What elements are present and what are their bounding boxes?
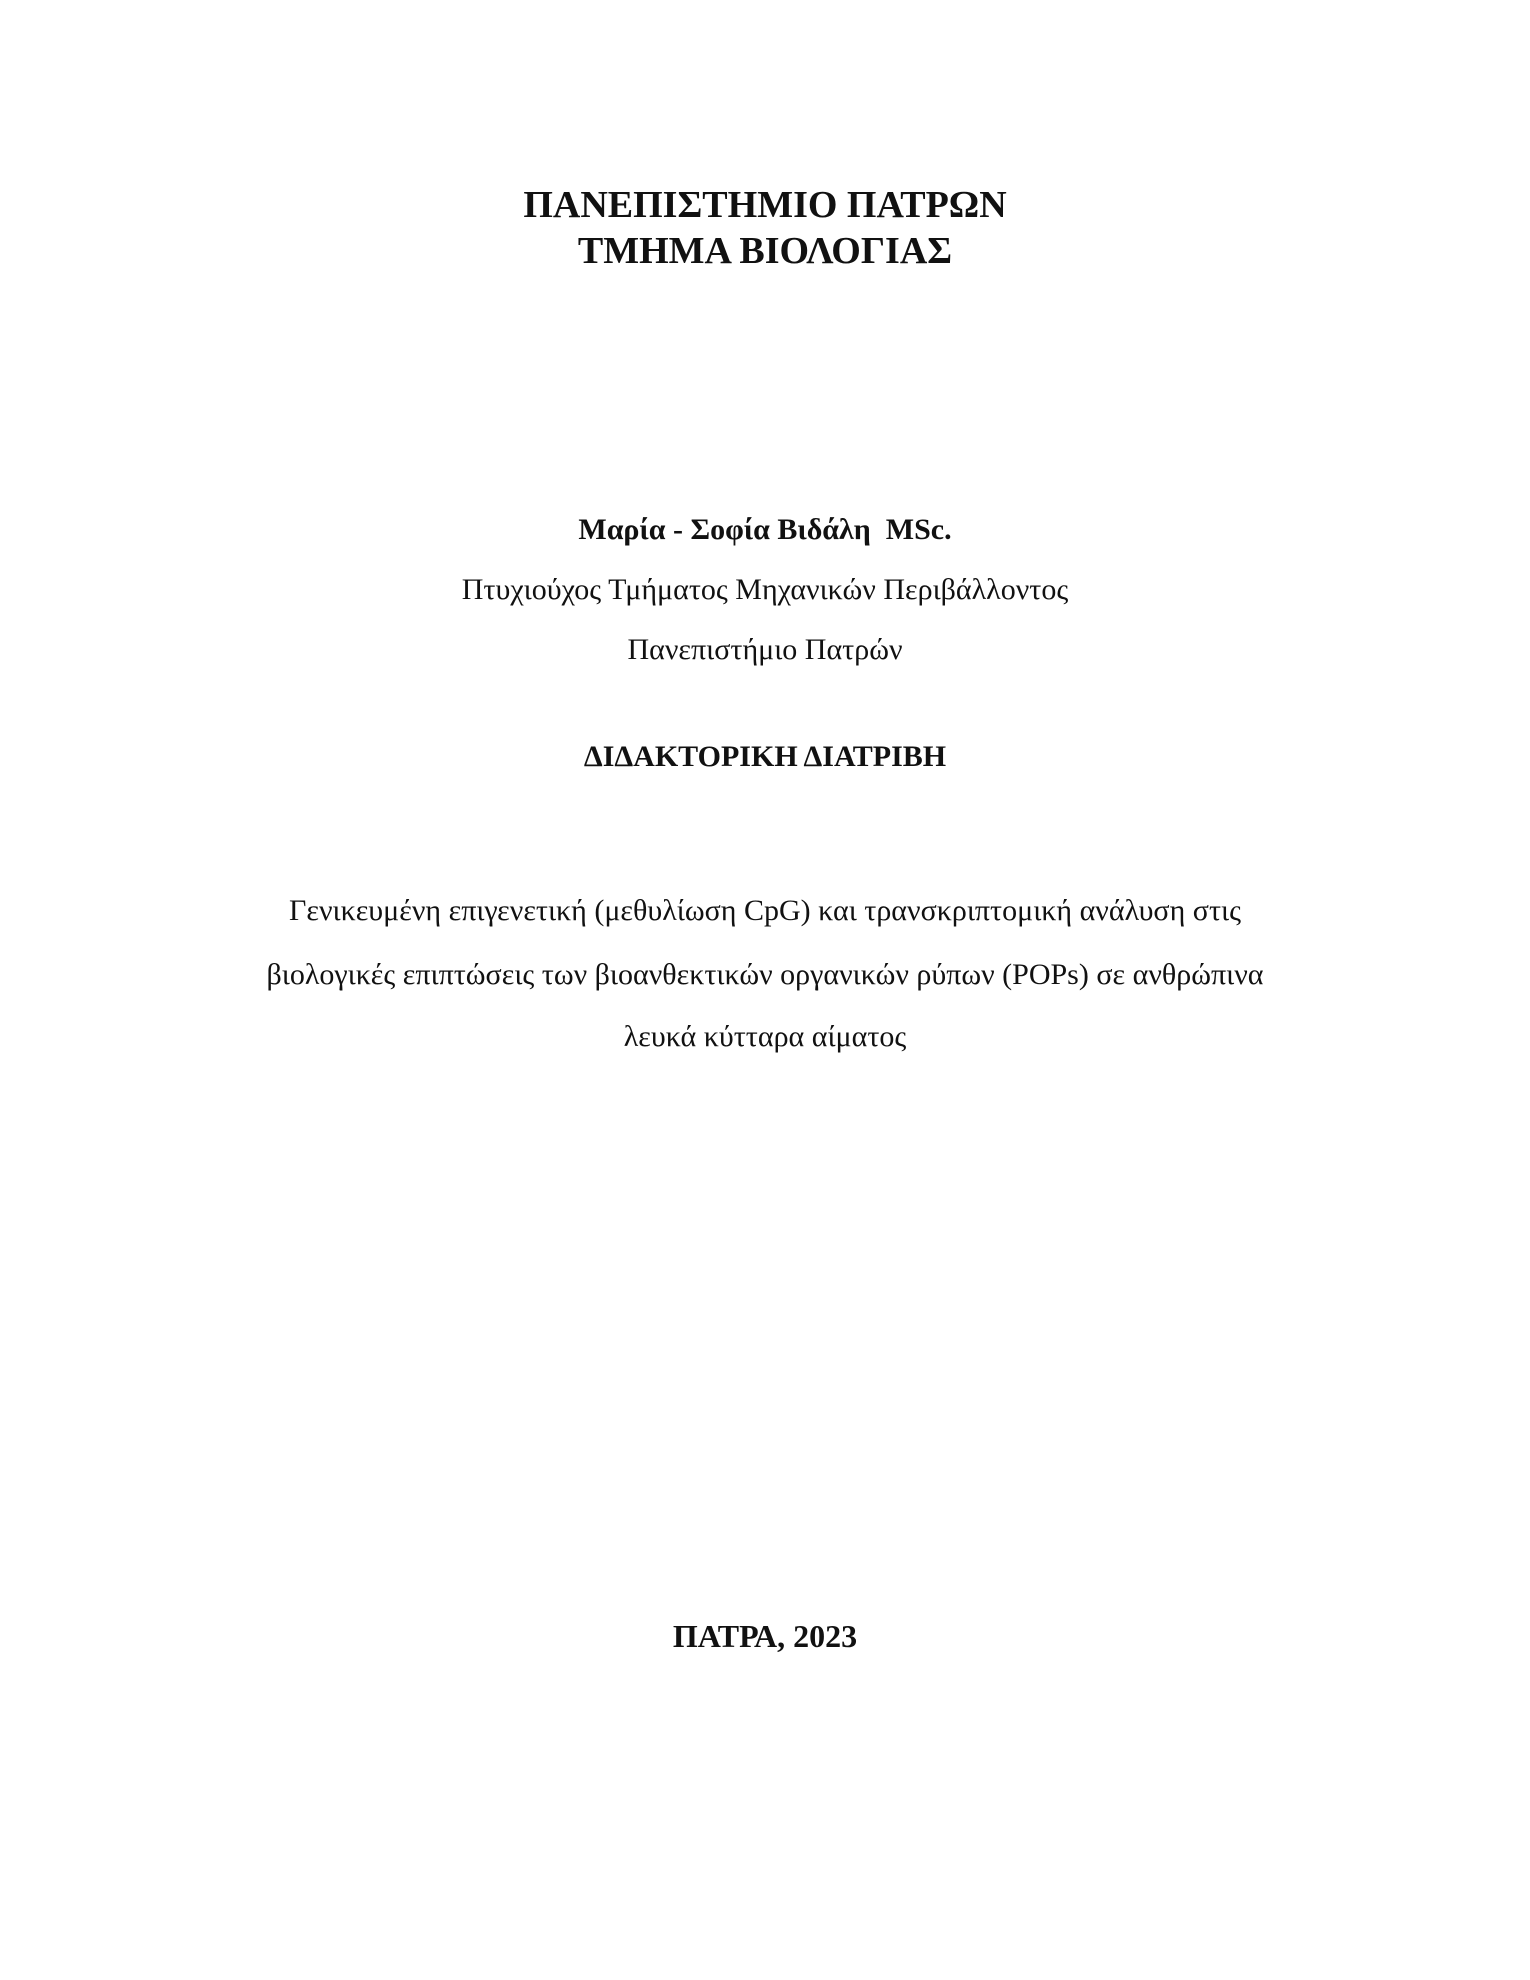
university-name: ΠΑΝΕΠΙΣΤΗΜΙΟ ΠΑΤΡΩΝ xyxy=(523,184,1007,226)
thesis-title-line: βιολογικές επιπτώσεις των βιοανθεκτικών οργανικών ρύπων (POPs) σε ανθρώπινα xyxy=(266,958,1264,991)
place-and-year: ΠΑΤΡΑ, 2023 xyxy=(672,1618,858,1654)
author-name: Μαρία - Σοφία Βιδάλη MSc. xyxy=(578,513,952,546)
author-university: Πανεπιστήμιο Πατρών xyxy=(627,633,903,666)
author-degree: Πτυχιούχος Τμήματος Μηχανικών Περιβάλλοντος xyxy=(461,573,1069,606)
thesis-title-line: Γενικευμένη επιγενετική (μεθυλίωση CpG) και τρανσκριπτομική ανάλυση στις xyxy=(289,894,1241,927)
thesis-type: ΔΙΔΑΚΤΟΡΙΚΗ ΔΙΑΤΡΙΒΗ xyxy=(583,740,947,773)
department-name: ΤΜΗΜΑ ΒΙΟΛΟΓΙΑΣ xyxy=(577,230,953,272)
thesis-title-line: λευκά κύτταρα αίματος xyxy=(623,1020,907,1053)
